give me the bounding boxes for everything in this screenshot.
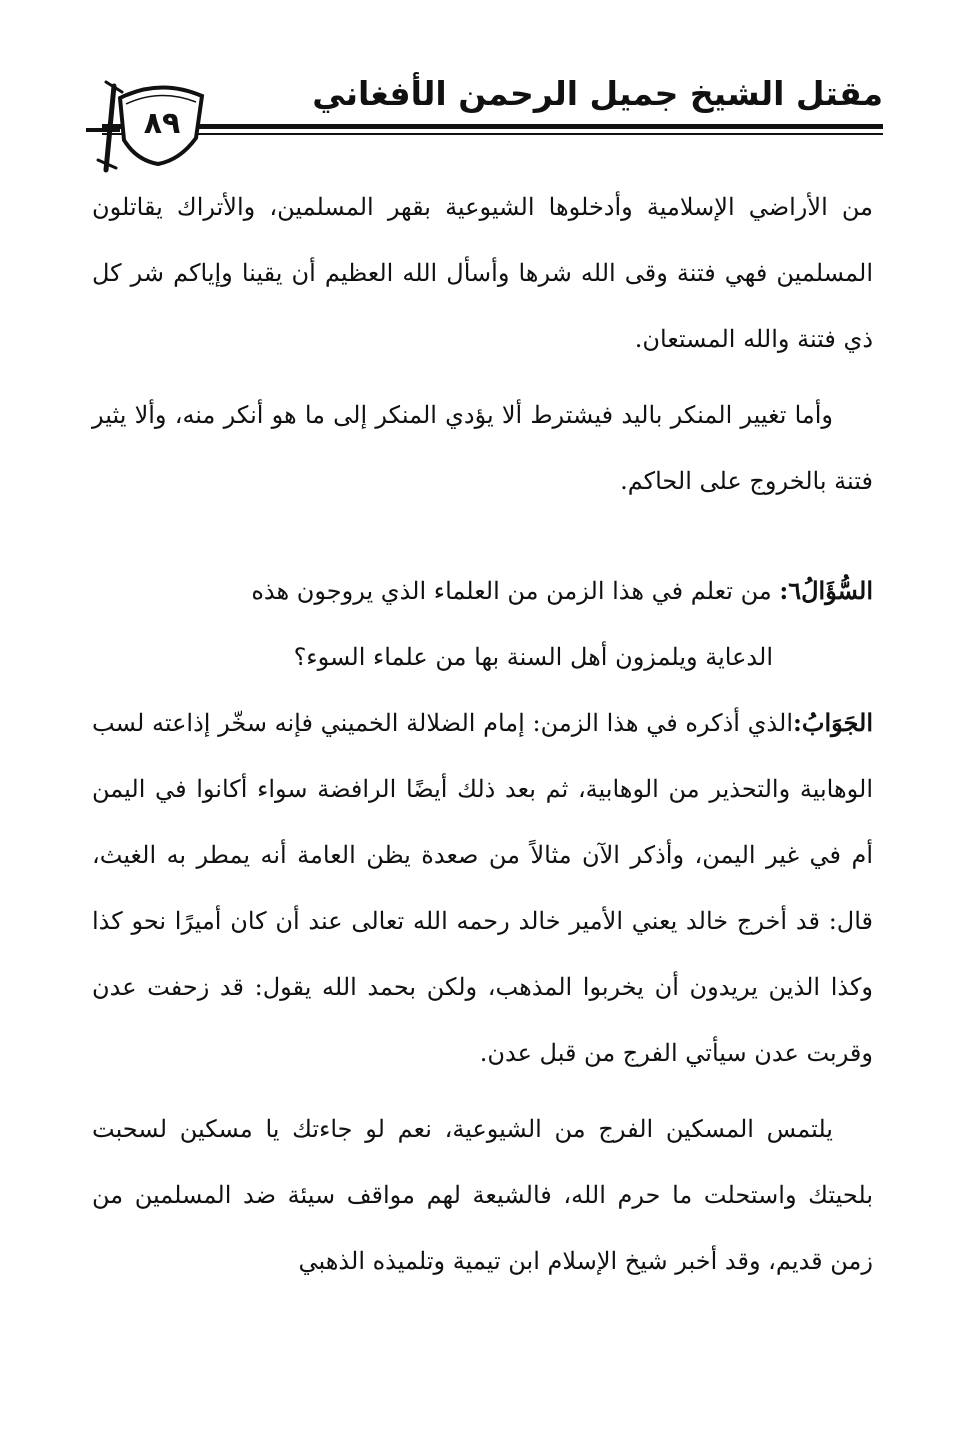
running-title: مقتل الشيخ جميل الرحمن الأفغاني — [312, 74, 883, 113]
page-number-badge — [80, 68, 220, 178]
paragraph: وأما تغيير المنكر باليد فيشترط ألا يؤدي المنكر إلى ما هو أنكر منه، وألا يثير فتنة بالخروج على الحاكم. — [92, 401, 873, 495]
paragraph: يلتمس المسكين الفرج من الشيوعية، نعم لو جاءتك يا مسكين لسحبت بلحيتك واستحلت ما حرم الله، فالشيعة لهم مواقف سيئة ضد المسلمين من زمن قديم، وقد أخبر شيخ الإسلام ابن تيمية وتلميذه الذهبي — [92, 1115, 873, 1275]
question-text: من تعلم في هذا الزمن من العلماء الذي يروجون هذه — [251, 577, 772, 605]
answer-label: الجَوَابُ: — [793, 708, 873, 737]
question-continuation: الدعاية ويلمزون أهل السنة بها من علماء السوء؟ — [293, 643, 773, 671]
page-number: ٨٩ — [143, 106, 181, 141]
answer-paragraph — [92, 690, 873, 1086]
page-header — [80, 68, 883, 180]
question-label: السُّؤَالُ٦: — [779, 576, 873, 605]
paragraph: من الأراضي الإسلامية وأدخلوها الشيوعية بقهر المسلمين، والأتراك يقاتلون المسلمين فهي فتنة وقى الله شرها وأسأل الله العظيم أن يقينا وإياكم شر كل ذي فتنة والله المستعان. — [92, 193, 873, 353]
question-paragraph — [92, 558, 873, 624]
answer-text: الذي أذكره في هذا الزمن: إمام الضلالة الخميني فإنه سخّر إذاعته لسب الوهابية والتحذير من الوهابية، ثم بعد ذلك أيضًا الرافضة سواء أكانوا في اليمن أم في غير اليمن، وأذكر الآن مثالاً من صعدة يظن العامة أنه يمطر به الغيث، قال: قد أخرج خالد يعني الأمير خالد رحمه الله تعالى عند أن كان أميرًا نحو كذا وكذا الذين يريدون أن يخربوا المذهب، ولكن بحمد الله يقول: قد زحفت عدن وقربت عدن سيأتي الفرج من قبل عدن. — [92, 709, 873, 1067]
page-body — [92, 174, 873, 1294]
